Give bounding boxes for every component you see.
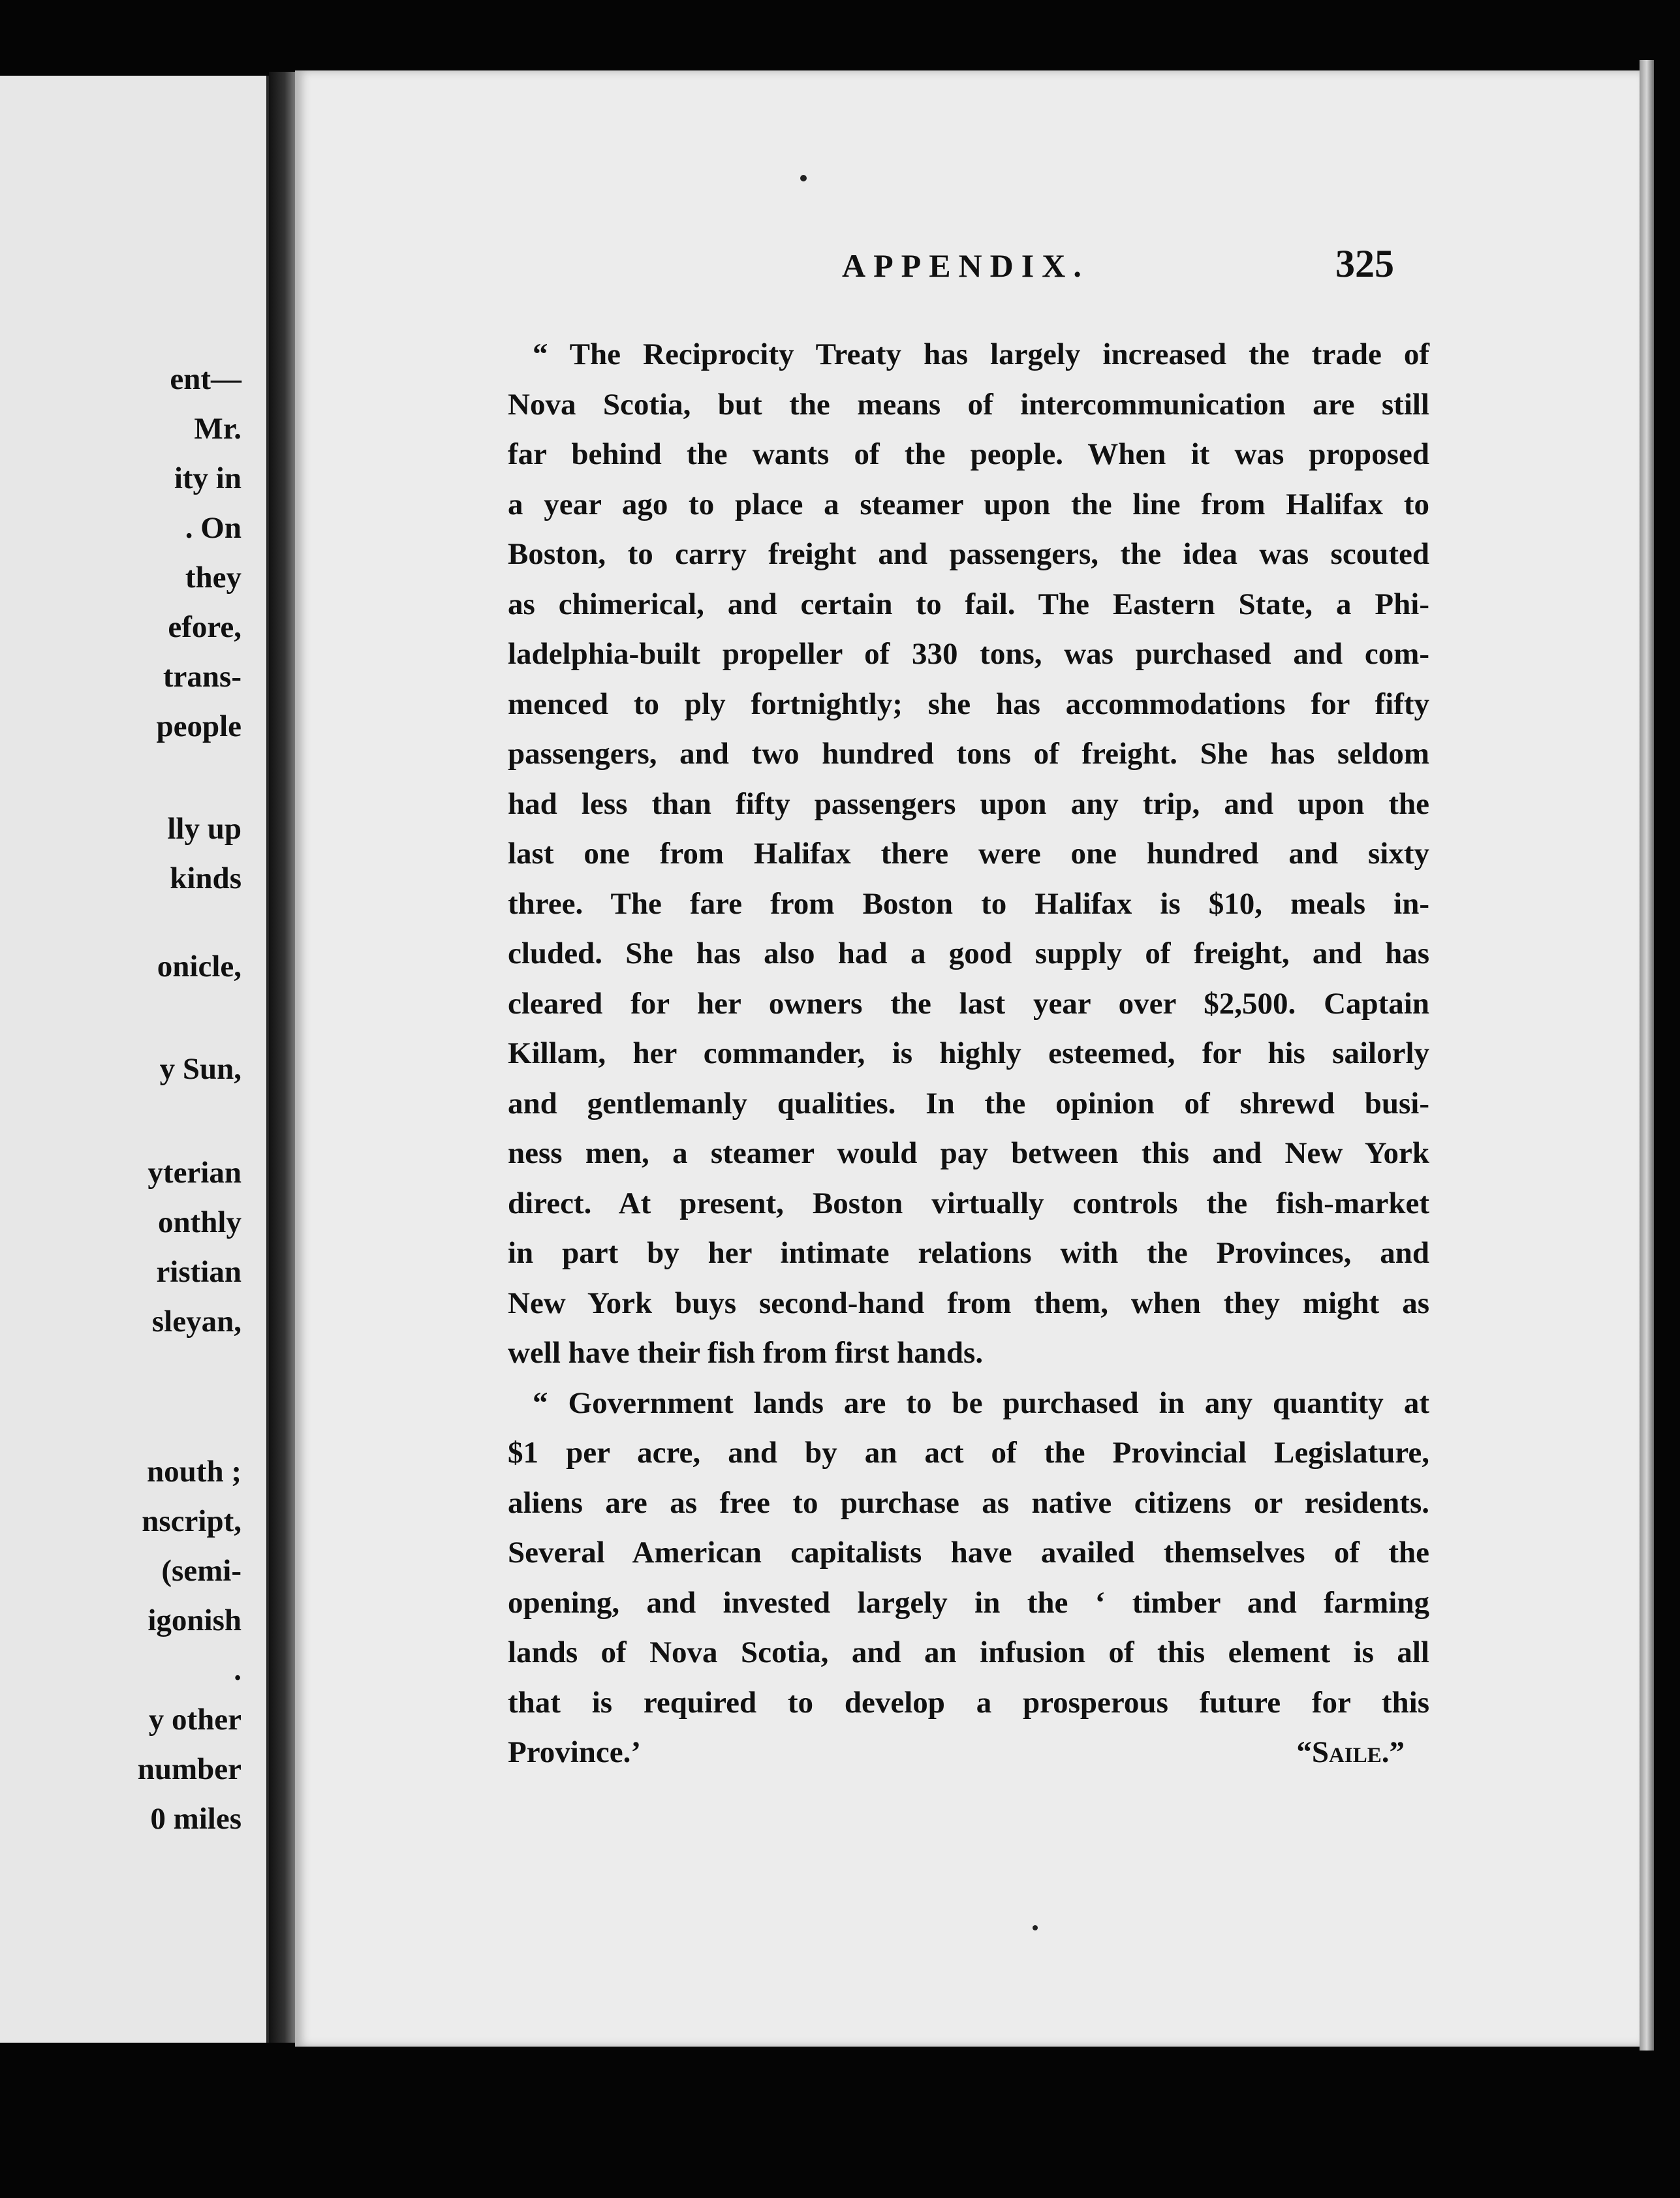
text-line: three. The fare from Boston to Halifax is $10, meals in- xyxy=(508,886,1429,921)
closing-line xyxy=(508,1727,1429,1778)
text-line: last one from Halifax there were one hundred and sixty xyxy=(508,837,1429,871)
book-gutter xyxy=(269,72,295,2043)
page-edge xyxy=(1640,60,1654,2051)
text-line: “ Government lands are to be purchased in any quantity at xyxy=(533,1385,1429,1420)
text-line: cluded. She has also had a good supply of freight, and has xyxy=(508,936,1429,970)
left-text-fragment: lly up xyxy=(167,812,241,846)
text-line: a year ago to place a steamer upon the line from Halifax to xyxy=(508,487,1429,521)
text-line: Several American capitalists have availed themselves of the xyxy=(508,1536,1429,1570)
text-line: as chimerical, and certain to fail. The Eastern State, a Phi- xyxy=(508,587,1429,621)
left-text-fragment: 0 miles xyxy=(150,1802,241,1836)
text-line: in part by her intimate relations with the Provinces, and xyxy=(508,1236,1429,1270)
text-line: opening, and invested largely in the ‘ timber and farming xyxy=(508,1585,1429,1620)
left-text-fragment: yterian xyxy=(148,1156,241,1190)
text-line: New York buys second-hand from them, when they might as xyxy=(508,1286,1429,1320)
running-header: APPENDIX. xyxy=(842,247,1089,284)
left-text-fragment: nouth ; xyxy=(147,1455,241,1489)
left-text-fragment: nscript, xyxy=(142,1504,241,1538)
text-line: aliens are as free to purchase as native citizens or residents. xyxy=(508,1485,1429,1520)
text-line: far behind the wants of the people. When it was proposed xyxy=(508,437,1429,471)
text-line: Boston, to carry freight and passengers, the idea was scouted xyxy=(508,537,1429,571)
left-text-fragment: ent— xyxy=(170,362,241,396)
left-text-fragment: kinds xyxy=(170,861,241,895)
page-number: 325 xyxy=(1335,242,1394,285)
left-page xyxy=(0,76,269,2043)
text-line: had less than fifty passengers upon any trip, and upon the xyxy=(508,786,1429,821)
left-text-fragment: efore, xyxy=(168,610,241,644)
text-line: Killam, her commander, is highly esteemed, for his sailorly xyxy=(508,1036,1429,1070)
text-line: ness men, a steamer would pay between this and New York xyxy=(508,1136,1429,1170)
left-text-fragment: y other xyxy=(148,1703,241,1737)
text-line: passengers, and two hundred tons of freight. She has seldom xyxy=(508,737,1429,771)
left-text-fragment: onicle, xyxy=(157,950,241,983)
left-text-fragment: . xyxy=(234,1653,241,1687)
left-text-fragment: number xyxy=(137,1752,241,1786)
text-line: and gentlemanly qualities. In the opinion of shrewd busi- xyxy=(508,1086,1429,1121)
left-text-fragment: onthly xyxy=(158,1205,241,1239)
signature: “Saile.” xyxy=(1296,1735,1405,1769)
closing-text: Province.’ xyxy=(508,1735,642,1769)
ink-speck xyxy=(1033,1925,1038,1930)
left-text-fragment: ristian xyxy=(156,1255,241,1289)
text-line: menced to ply fortnightly; she has accommodations for fifty xyxy=(508,687,1429,721)
text-line: $1 per acre, and by an act of the Provincial Legislature, xyxy=(508,1436,1429,1470)
text-line: direct. At present, Boston virtually controls the fish-market xyxy=(508,1186,1429,1220)
left-text-fragment: igonish xyxy=(148,1603,241,1637)
left-text-fragment: Mr. xyxy=(194,412,241,446)
left-text-fragment: sleyan, xyxy=(151,1305,241,1339)
text-line: that is required to develop a prosperous future for this xyxy=(508,1685,1429,1720)
left-text-fragment: they xyxy=(185,561,241,595)
text-line: ladelphia-built propeller of 330 tons, was purchased and com- xyxy=(508,637,1429,671)
left-text-fragment: y Sun, xyxy=(159,1052,241,1086)
text-line: cleared for her owners the last year over $2,500. Captain xyxy=(508,986,1429,1021)
left-text-fragment: people xyxy=(156,709,241,743)
text-line: lands of Nova Scotia, and an infusion of this element is all xyxy=(508,1635,1429,1669)
left-text-fragment: (semi- xyxy=(161,1554,241,1588)
left-text-fragment: . On xyxy=(185,511,241,545)
text-line: Nova Scotia, but the means of intercommunication are still xyxy=(508,387,1429,422)
ink-speck xyxy=(800,175,807,181)
body-text xyxy=(508,330,1429,1778)
left-text-fragment: trans- xyxy=(163,660,241,694)
left-text-fragment: ity in xyxy=(174,461,241,495)
text-line: well have their fish from first hands. xyxy=(508,1336,984,1370)
text-line: “ The Reciprocity Treaty has largely increased the trade of xyxy=(533,337,1429,371)
